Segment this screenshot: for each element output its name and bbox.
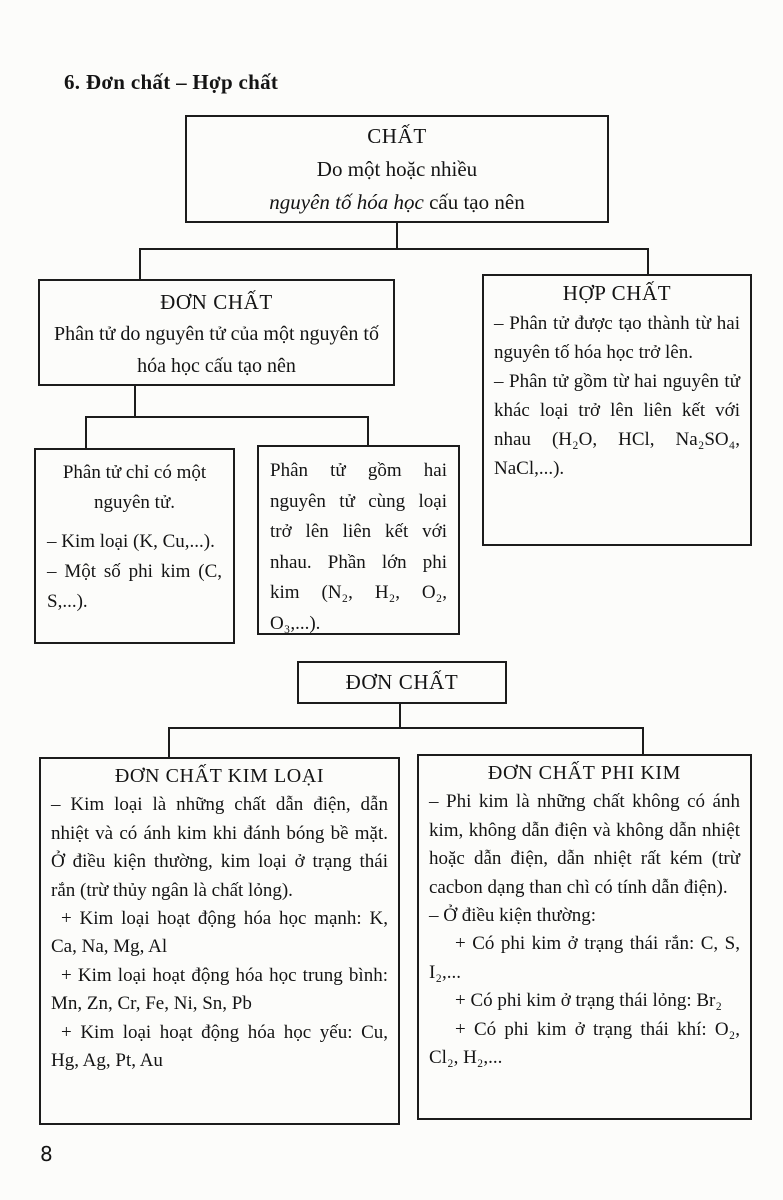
node-chat-line2: [187, 186, 607, 219]
node-chat-line2-italic: nguyên tố hóa học: [269, 190, 424, 214]
node-hop-chat-p1: – Phân tử được tạo thành từ hai nguyên tố hóa học trở lên.: [494, 313, 740, 363]
node-phi-kim-heading: ĐƠN CHẤT PHI KIM: [487, 762, 682, 784]
node-kim-loai: [39, 757, 400, 1125]
connector-line: [647, 248, 649, 276]
connector-line: [85, 416, 369, 418]
node-mono-atomic: [34, 448, 235, 644]
node-phi-kim: [417, 754, 752, 1120]
node-kim-loai-p3: + Kim loại hoạt động hóa học trung bình: Mn, Zn, Cr, Fe, Ni, Sn, Pb: [51, 964, 388, 1015]
node-phi-kim-p5: + Có phi kim ở trạng thái khí: O₂, Cl₂, H₂,...: [429, 1018, 740, 1069]
connector-line: [168, 727, 644, 729]
connector-line: [139, 248, 649, 250]
node-chat-heading: CHẤT: [367, 124, 427, 148]
node-don-chat-mid-heading: ĐƠN CHẤT: [345, 670, 459, 694]
connector-line: [367, 416, 369, 447]
node-mono-atomic-p2: – Một số phi kim (C, S,...).: [47, 561, 222, 612]
connector-line: [399, 703, 401, 729]
node-chat: [185, 115, 609, 223]
connector-line: [642, 727, 644, 755]
node-hop-chat: [482, 274, 752, 546]
node-don-chat-mid: [297, 661, 507, 704]
connector-line: [396, 222, 398, 250]
section-title: 6. Đơn chất – Hợp chất: [64, 70, 279, 94]
page-number: 8: [40, 1142, 53, 1166]
node-kim-loai-p2: + Kim loại hoạt động hóa học mạnh: K, Ca, Na, Mg, Al: [51, 908, 388, 958]
node-chat-line1: Do một hoặc nhiều: [316, 157, 478, 181]
node-hop-chat-heading: HỢP CHẤT: [562, 281, 672, 305]
node-phi-kim-p1: – Phi kim là những chất không có ánh kim, không dẫn điện và không dẫn nhiệt hoặc dẫn điện, dẫn nhiệt rất kém (trừ cacbon dạng than chì có tính dẫn điện).: [429, 791, 740, 898]
node-hop-chat-p2: – Phân tử gồm từ hai nguyên tử khác loại trở lên liên kết với nhau (H₂O, HCl, Na₂SO₄, NaCl,...).: [494, 371, 740, 479]
node-mono-atomic-p1: – Kim loại (K, Cu,...).: [47, 531, 215, 552]
node-chat-line2-rest: cấu tạo nên: [423, 190, 525, 214]
connector-line: [85, 416, 87, 450]
node-don-chat-body: Phân tử do nguyên tử của một nguyên tố hóa học cấu tạo nên: [54, 323, 379, 377]
node-mono-atomic-intro: Phân tử chỉ có một nguyên tử.: [62, 462, 207, 513]
connector-line: [134, 384, 136, 418]
node-phi-kim-p3: + Có phi kim ở trạng thái rắn: C, S, I₂,...: [429, 933, 740, 983]
node-poly-atomic: [257, 445, 460, 635]
connector-line: [139, 248, 141, 281]
node-kim-loai-heading: ĐƠN CHẤT KIM LOẠI: [114, 765, 325, 787]
node-poly-atomic-body: Phân tử gồm hai nguyên tử cùng loại trở lên liên kết với nhau. Phần lớn phi kim (N₂, H₂, O₂, O₃,...).: [270, 460, 447, 634]
node-kim-loai-p4: + Kim loại hoạt động hóa học yếu: Cu, Hg, Ag, Pt, Au: [51, 1021, 388, 1072]
node-kim-loai-p1: – Kim loại là những chất dẫn điện, dẫn nhiệt và có ánh kim khi đánh bóng bề mặt. Ở điều kiện thường, kim loại ở trạng thái rắn (trừ thủy ngân là chất lỏng).: [51, 794, 388, 901]
node-don-chat-heading: ĐƠN CHẤT: [160, 290, 273, 314]
node-phi-kim-p2: – Ở điều kiện thường:: [429, 905, 597, 927]
node-phi-kim-p4: + Có phi kim ở trạng thái lỏng: Br₂: [455, 990, 722, 1012]
node-don-chat: [38, 279, 395, 386]
connector-line: [168, 727, 170, 758]
